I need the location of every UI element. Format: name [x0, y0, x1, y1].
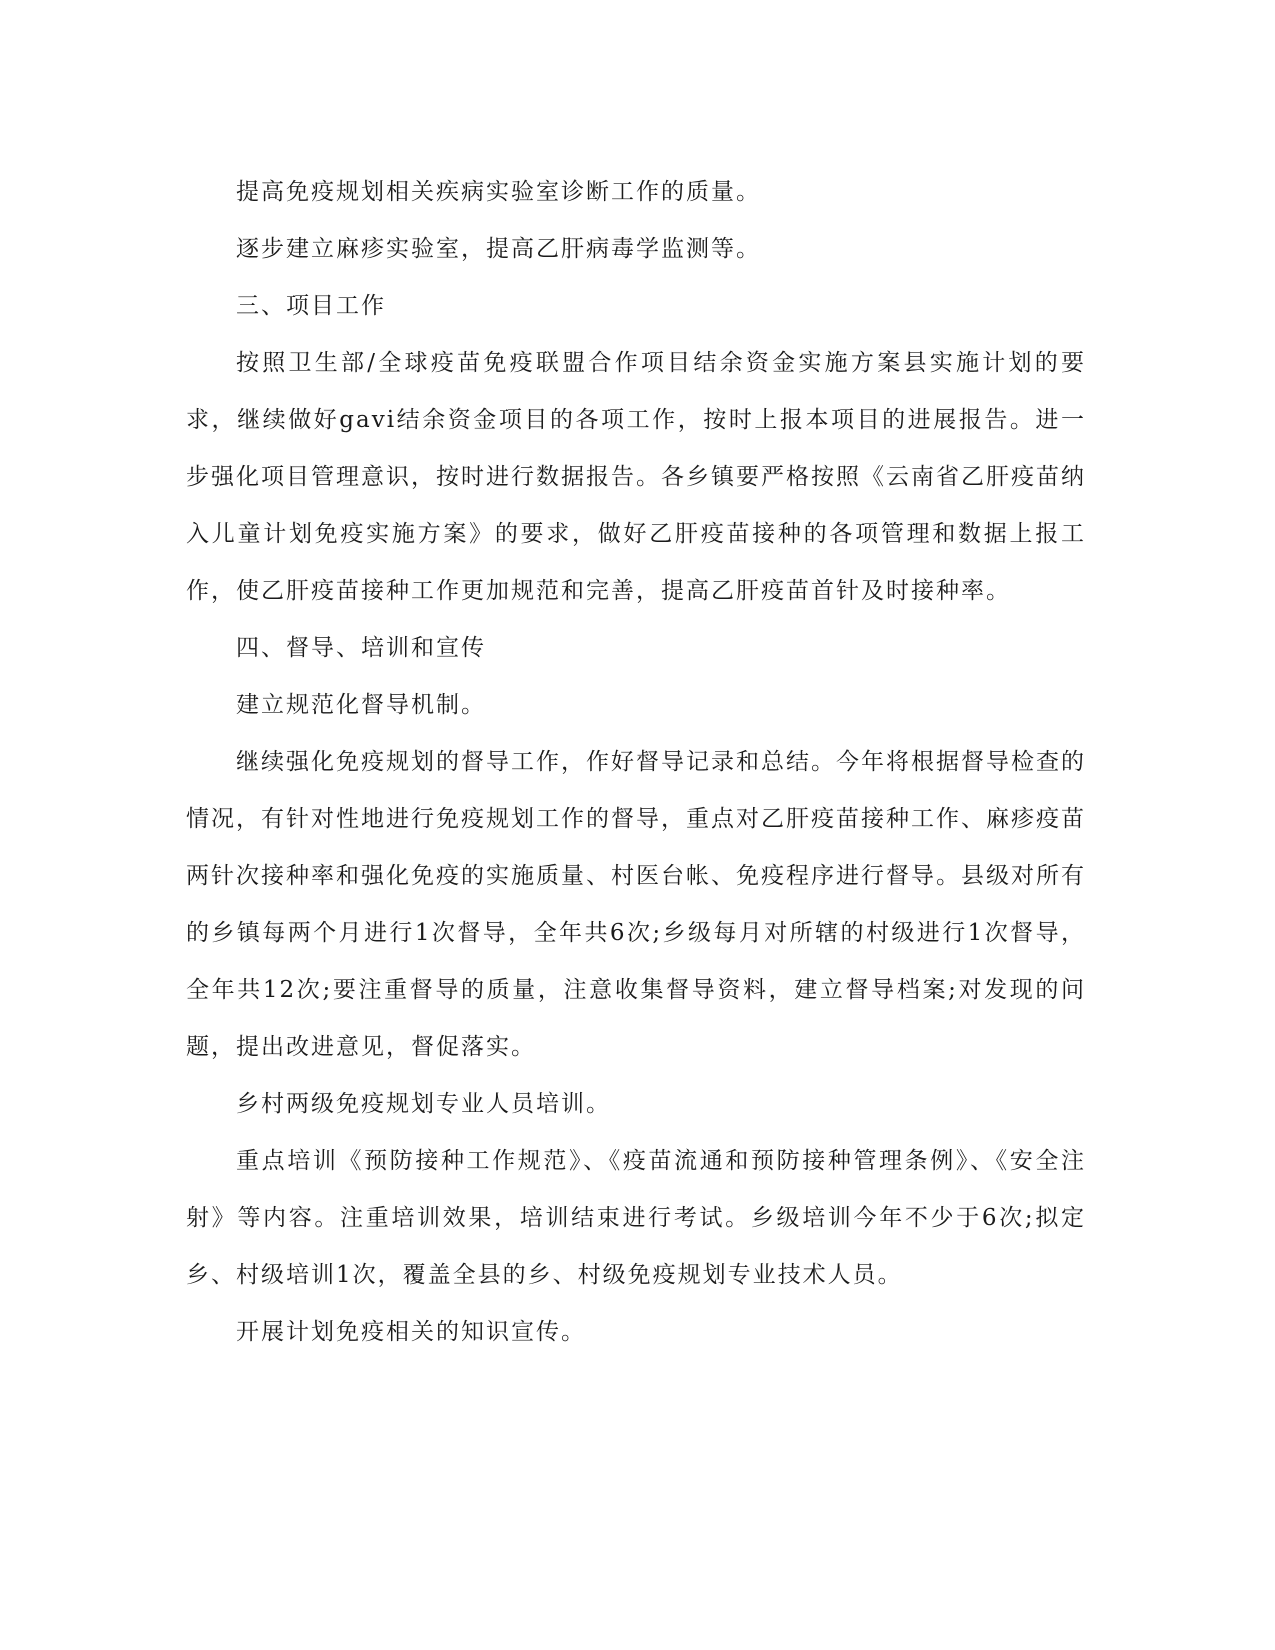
section-heading-supervision: 四、督导、培训和宣传 — [236, 635, 486, 661]
paragraph-supervision-details: 继续强化免疫规划的督导工作，作好督导记录和总结。今年将根据督导检查的情况，有针对性地进行免疫规划工作的督导，重点对乙肝疫苗接种工作、麻疹疫苗两针次接种率和强化免疫的实施质量、村医台帐、免疫程序进行督导。县级对所有的乡镇每两个月进行1次督导，全年共6次;乡级每月对所辖的村级进行1次督导，全年共12次;要注重督导的质量，注意收集督导资料，建立督导档案;对发现的问题，提出改进意见，督促落实。 — [186, 749, 1086, 1060]
paragraph-supervision-mechanism: 建立规范化督导机制。 — [236, 692, 486, 718]
paragraph-training-title: 乡村两级免疫规划专业人员培训。 — [236, 1091, 611, 1117]
document-body — [186, 164, 1086, 1361]
paragraph-training-details: 重点培训《预防接种工作规范》、《疫苗流通和预防接种管理条例》、《安全注射》等内容。注重培训效果，培训结束进行考试。乡级培训今年不少于6次;拟定乡、村级培训1次，覆盖全县的乡、村级免疫规划专业技术人员。 — [186, 1148, 1086, 1288]
paragraph-gavi-project: 按照卫生部/全球疫苗免疫联盟合作项目结余资金实施方案县实施计划的要求，继续做好gavi结余资金项目的各项工作，按时上报本项目的进展报告。进一步强化项目管理意识，按时进行数据报告。各乡镇要严格按照《云南省乙肝疫苗纳入儿童计划免疫实施方案》的要求，做好乙肝疫苗接种的各项管理和数据上报工作，使乙肝疫苗接种工作更加规范和完善，提高乙肝疫苗首针及时接种率。 — [186, 350, 1086, 604]
paragraph-lab-quality: 提高免疫规划相关疾病实验室诊断工作的质量。 — [236, 179, 761, 205]
section-heading-project-work: 三、项目工作 — [236, 293, 386, 319]
paragraph-publicity: 开展计划免疫相关的知识宣传。 — [236, 1319, 586, 1345]
paragraph-measles-lab: 逐步建立麻疹实验室，提高乙肝病毒学监测等。 — [236, 236, 761, 262]
